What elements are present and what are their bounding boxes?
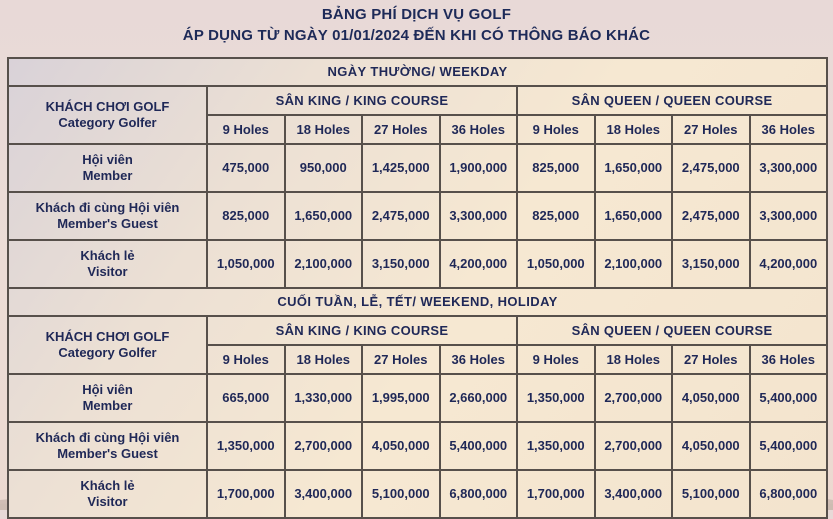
row-label-vi: Khách đi cùng Hội viên [35, 200, 180, 215]
price-cell: 1,050,000 [207, 240, 285, 288]
price-cell: 475,000 [207, 144, 285, 192]
price-cell: 5,400,000 [750, 422, 828, 470]
holes-header: 36 Holes [750, 345, 828, 374]
holes-header: 36 Holes [440, 115, 518, 144]
category-header-en: Category Golfer [58, 345, 157, 360]
row-label-en: Member [82, 398, 133, 413]
price-cell: 1,650,000 [285, 192, 363, 240]
price-cell: 825,000 [517, 144, 595, 192]
row-label-en: Visitor [87, 264, 128, 279]
price-cell: 3,300,000 [750, 192, 828, 240]
row-label [8, 422, 207, 470]
row-label-vi: Hội viên [82, 382, 133, 397]
price-cell: 825,000 [207, 192, 285, 240]
price-cell: 5,100,000 [672, 470, 750, 518]
category-header [8, 316, 207, 374]
table-row-weekday-member-guest [8, 192, 827, 240]
price-cell: 1,350,000 [517, 422, 595, 470]
price-cell: 3,150,000 [362, 240, 440, 288]
holes-header: 27 Holes [672, 115, 750, 144]
price-cell: 5,400,000 [440, 422, 518, 470]
holes-header: 18 Holes [285, 345, 363, 374]
price-cell: 950,000 [285, 144, 363, 192]
price-cell: 3,300,000 [750, 144, 828, 192]
price-cell: 5,400,000 [750, 374, 828, 422]
row-label [8, 144, 207, 192]
holes-header: 9 Holes [207, 345, 285, 374]
golf-fee-table [7, 57, 828, 519]
price-cell: 1,050,000 [517, 240, 595, 288]
row-label-vi: Khách đi cùng Hội viên [35, 430, 180, 445]
row-label [8, 374, 207, 422]
price-cell: 1,350,000 [517, 374, 595, 422]
price-cell: 2,475,000 [672, 144, 750, 192]
price-cell: 1,995,000 [362, 374, 440, 422]
table-row-weekend-visitor [8, 470, 827, 518]
price-cell: 825,000 [517, 192, 595, 240]
price-cell: 4,200,000 [440, 240, 518, 288]
page-title [0, 4, 833, 46]
price-cell: 2,100,000 [595, 240, 673, 288]
price-cell: 1,425,000 [362, 144, 440, 192]
price-cell: 1,650,000 [595, 144, 673, 192]
holes-header: 18 Holes [595, 115, 673, 144]
row-label-en: Member's Guest [57, 216, 158, 231]
category-header-vi: KHÁCH CHƠI GOLF [45, 99, 170, 114]
section-banner-weekday: NGÀY THƯỜNG/ WEEKDAY [8, 58, 827, 86]
holes-header: 27 Holes [672, 345, 750, 374]
title-line-1: BẢNG PHÍ DỊCH VỤ GOLF [321, 6, 512, 23]
price-cell: 1,900,000 [440, 144, 518, 192]
holes-header: 9 Holes [207, 115, 285, 144]
price-cell: 4,050,000 [672, 422, 750, 470]
queen-course-header: SÂN QUEEN / QUEEN COURSE [517, 316, 827, 345]
holes-header: 9 Holes [517, 345, 595, 374]
table-row-weekday-visitor [8, 240, 827, 288]
price-cell: 1,700,000 [517, 470, 595, 518]
price-cell: 6,800,000 [750, 470, 828, 518]
price-cell: 2,660,000 [440, 374, 518, 422]
table-row-weekend-member-guest [8, 422, 827, 470]
price-cell: 1,700,000 [207, 470, 285, 518]
row-label-en: Member [82, 168, 133, 183]
row-label-vi: Khách lẻ [80, 248, 135, 263]
price-cell: 2,700,000 [595, 422, 673, 470]
row-label [8, 240, 207, 288]
price-cell: 3,300,000 [440, 192, 518, 240]
table-row-weekday-member [8, 144, 827, 192]
row-label [8, 192, 207, 240]
price-cell: 2,700,000 [595, 374, 673, 422]
price-cell: 4,050,000 [362, 422, 440, 470]
price-cell: 3,150,000 [672, 240, 750, 288]
price-cell: 1,330,000 [285, 374, 363, 422]
price-cell: 4,200,000 [750, 240, 828, 288]
holes-header: 18 Holes [285, 115, 363, 144]
price-cell: 1,650,000 [595, 192, 673, 240]
price-cell: 2,475,000 [672, 192, 750, 240]
price-cell: 6,800,000 [440, 470, 518, 518]
row-label [8, 470, 207, 518]
table-row-weekend-member [8, 374, 827, 422]
price-cell: 665,000 [207, 374, 285, 422]
category-header-vi: KHÁCH CHƠI GOLF [45, 329, 170, 344]
holes-header: 18 Holes [595, 345, 673, 374]
price-cell: 3,400,000 [595, 470, 673, 518]
king-course-header: SÂN KING / KING COURSE [207, 86, 517, 115]
queen-course-header: SÂN QUEEN / QUEEN COURSE [517, 86, 827, 115]
price-cell: 3,400,000 [285, 470, 363, 518]
price-cell: 2,475,000 [362, 192, 440, 240]
holes-header: 27 Holes [362, 115, 440, 144]
price-cell: 5,100,000 [362, 470, 440, 518]
price-cell: 4,050,000 [672, 374, 750, 422]
holes-header: 9 Holes [517, 115, 595, 144]
row-label-vi: Hội viên [82, 152, 133, 167]
title-line-2: ÁP DỤNG TỪ NGÀY 01/01/2024 ĐẾN KHI CÓ THÔNG BÁO KHÁC [182, 27, 651, 44]
holes-header: 36 Holes [440, 345, 518, 374]
holes-header: 27 Holes [362, 345, 440, 374]
price-cell: 1,350,000 [207, 422, 285, 470]
section-banner-weekend: CUỐI TUẦN, LỄ, TẾT/ WEEKEND, HOLIDAY [8, 288, 827, 316]
row-label-en: Member's Guest [57, 446, 158, 461]
category-header-en: Category Golfer [58, 115, 157, 130]
category-header [8, 86, 207, 144]
row-label-en: Visitor [87, 494, 128, 509]
price-cell: 2,100,000 [285, 240, 363, 288]
holes-header: 36 Holes [750, 115, 828, 144]
king-course-header: SÂN KING / KING COURSE [207, 316, 517, 345]
row-label-vi: Khách lẻ [80, 478, 135, 493]
price-cell: 2,700,000 [285, 422, 363, 470]
